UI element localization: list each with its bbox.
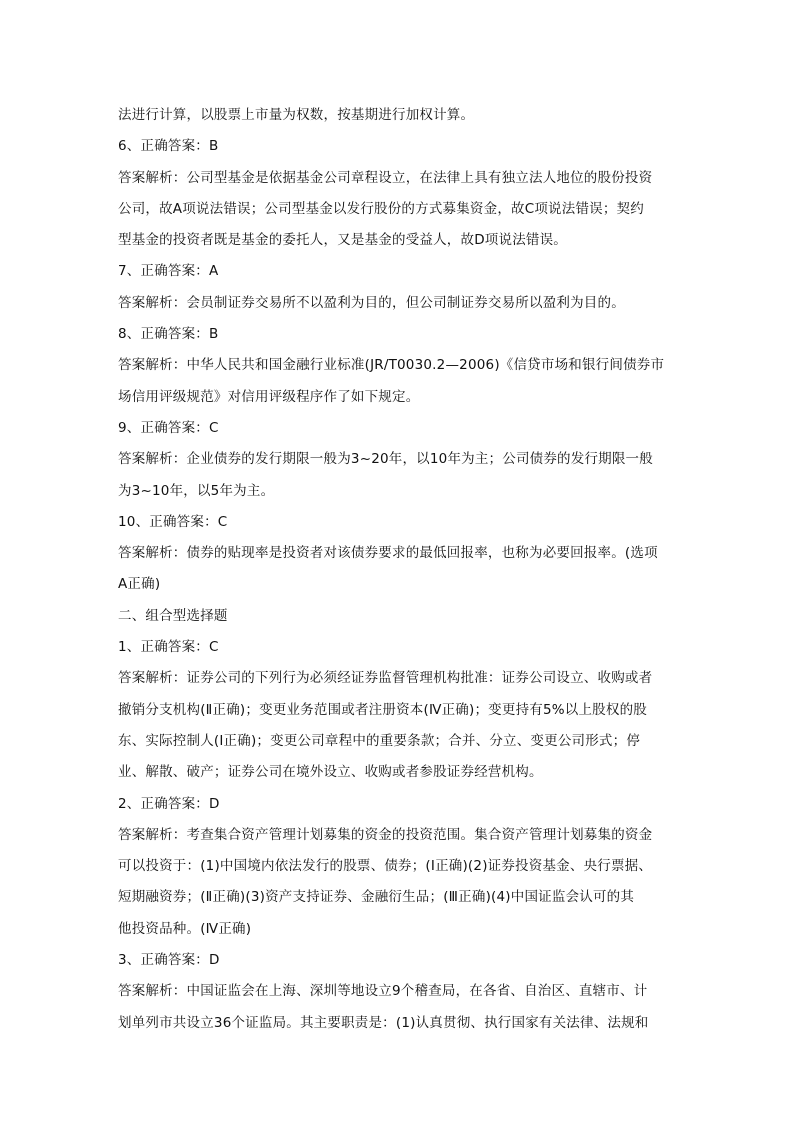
text-line: 撤销分支机构(Ⅱ正确)；变更业务范围或者注册资本(Ⅳ正确)；变更持有5%以上股权的股 xyxy=(118,701,647,718)
answer-heading: 6、正确答案：B xyxy=(118,138,219,155)
text-line: 答案解析：公司型基金是依据基金公司章程设立，在法律上具有独立法人地位的股份投资 xyxy=(118,169,653,186)
answer-heading: 2、正确答案：D xyxy=(118,795,220,812)
text-line: 业、解散、破产；证券公司在境外设立、收购或者参股证券经营机构。 xyxy=(118,764,543,781)
text-line: 公司，故A项说法错误；公司型基金以发行股份的方式募集资金，故C项说法错误；契约 xyxy=(118,200,644,217)
text-line: 场信用评级规范》对信用评级程序作了如下规定。 xyxy=(118,388,420,405)
text-line: 答案解析：中华人民共和国金融行业标准(JR/T0030.2—2006)《信贷市场和银行间债券市 xyxy=(118,357,665,374)
text-line: 答案解析：会员制证券交易所不以盈利为目的，但公司制证券交易所以盈利为目的。 xyxy=(118,294,625,311)
answer-heading: 1、正确答案：C xyxy=(118,639,219,656)
text-line: 答案解析：企业债券的发行期限一般为3~20年，以10年为主；公司债券的发行期限一般 xyxy=(118,451,653,468)
text-line: 答案解析：中国证监会在上海、深圳等地设立9个稽查局，在各省、自治区、直辖市、计 xyxy=(118,983,648,1000)
text-line: 可以投资于：(1)中国境内依法发行的股票、债券；(Ⅰ正确)(2)证券投资基金、央行票据、 xyxy=(118,858,653,875)
text-line: 为3~10年，以5年为主。 xyxy=(118,482,275,499)
text-line: A正确) xyxy=(118,576,161,593)
answer-heading: 9、正确答案：C xyxy=(118,419,219,436)
text-line: 划单列市共设立36个证监局。其主要职责是：(1)认真贯彻、执行国家有关法律、法规和 xyxy=(118,1014,649,1031)
section-heading: 二、组合型选择题 xyxy=(118,607,228,624)
answer-heading: 8、正确答案：B xyxy=(118,326,219,343)
answer-heading: 3、正确答案：D xyxy=(118,952,220,969)
answer-heading: 7、正确答案：A xyxy=(118,263,219,280)
document-body xyxy=(118,100,678,1039)
text-line: 答案解析：考查集合资产管理计划募集的资金的投资范围。集合资产管理计划募集的资金 xyxy=(118,826,653,843)
text-line: 东、实际控制人(Ⅰ正确)；变更公司章程中的重要条款；合并、分立、变更公司形式；停 xyxy=(118,732,641,749)
text-line: 法进行计算，以股票上市量为权数，按基期进行加权计算。 xyxy=(118,107,475,123)
text-line: 型基金的投资者既是基金的委托人，又是基金的受益人，故D项说法错误。 xyxy=(118,232,567,249)
answer-heading: 10、正确答案：C xyxy=(118,513,228,530)
text-line: 答案解析：债券的贴现率是投资者对该债券要求的最低回报率，也称为必要回报率。(选项 xyxy=(118,545,658,562)
text-line: 答案解析：证券公司的下列行为必须经证券监督管理机构批准：证券公司设立、收购或者 xyxy=(118,670,653,687)
text-line: 他投资品种。(Ⅳ正确) xyxy=(118,920,252,937)
text-line: 短期融资券；(Ⅱ正确)(3)资产支持证券、金融衍生品；(Ⅲ正确)(4)中国证监会认可的其 xyxy=(118,889,635,906)
